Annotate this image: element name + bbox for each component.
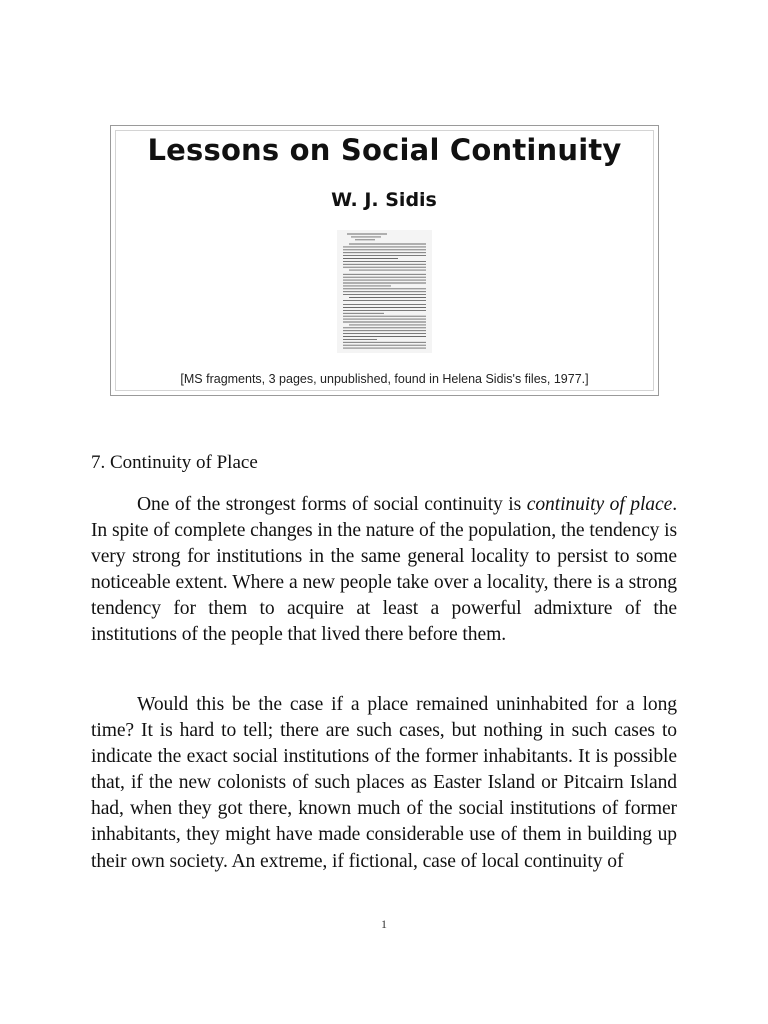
paragraph-1-text-a: One of the strongest forms of social continuity is <box>137 494 527 515</box>
manuscript-caption: [MS fragments, 3 pages, unpublished, found in Helena Sidis's files, 1977.] <box>180 372 589 386</box>
paragraph-1 <box>91 492 677 649</box>
paragraph-1-emphasis: continuity of place <box>526 494 673 515</box>
document-title: Lessons on Social Continuity <box>147 133 622 167</box>
manuscript-thumbnail <box>337 230 432 353</box>
paragraph-2: Would this be the case if a place remained uninhabited for a long time? It is hard to tell; there are such cases, but nothing in such cases to indicate the exact social institutions of the former inhabitants. It is possible that, if the new colonists of such places as Easter Island or Pitcairn Island had, when they got there, known much of the social institutions of former inhabitants, they might have made considerable use of them in building up their own society. An extreme, if fictional, case of local continuity of <box>91 694 677 872</box>
paragraph-1-text-b: . In spite of complete changes in the nature of the population, the tendency is very strong for institutions in the same general locality to persist to some noticeable extent. Where a new people take over a locality, there is a strong tendency for them to acquire at least a powerful admixture of the institutions of the people that lived there before them. <box>91 494 677 646</box>
page-number: 1 <box>381 917 387 931</box>
section-heading: 7. Continuity of Place <box>91 452 258 473</box>
document-author: W. J. Sidis <box>331 189 437 211</box>
